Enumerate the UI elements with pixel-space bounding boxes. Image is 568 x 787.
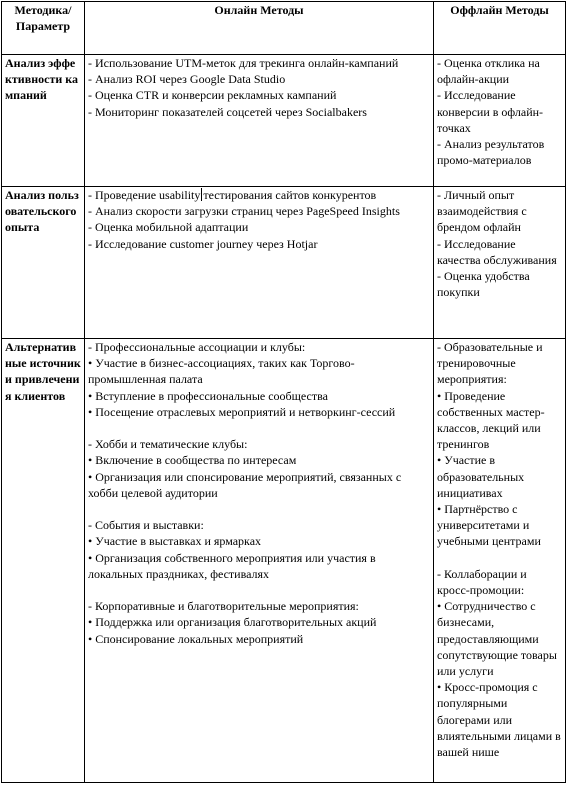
spacer: [88, 582, 430, 598]
list-item: • Посещение отраслевых мероприятий и нетворкинг-сессий: [88, 404, 396, 419]
list-item: - Оценка удобства покупки: [437, 269, 530, 300]
list-item: • Сотрудничество с бизнесами, предоставляющими сопутствующие товары или услуги: [437, 599, 557, 679]
table-row-campaign-efficiency: [2, 55, 566, 187]
group-title: - Хобби и тематические клубы:: [88, 437, 248, 452]
spacer: [88, 420, 430, 436]
group-title: - События и выставки:: [88, 518, 204, 533]
group-title: - Коллаборации и кросс-промоции:: [437, 566, 527, 598]
offline-cell: [434, 339, 566, 783]
spacer: [437, 550, 562, 566]
group-title: - Профессиональные ассоциации и клубы:: [88, 340, 306, 354]
list-item: - Анализ результатов промо-материалов: [437, 137, 545, 168]
list-item: • Участие в выставках и ярмарках: [88, 534, 262, 549]
header-cell-method: [2, 2, 85, 55]
online-cell: [85, 55, 434, 187]
list-item: • Спонсирование локальных мероприятий: [88, 631, 304, 646]
header-offline-label: Оффлайн Методы: [450, 3, 549, 17]
list-item: - Оценка отклика на офлайн-акции: [437, 56, 540, 87]
header-cell-offline: [434, 2, 566, 55]
list-item: • Кросс-промоция с популярными блогерами или влиятельными лицами в вашей нише: [437, 680, 561, 760]
list-item: - Исследование качества обслуживания: [437, 236, 557, 267]
row-label-campaign-efficiency: Анализ эффективности кампаний: [5, 56, 78, 103]
row-label-cell: [2, 339, 85, 783]
offline-cell: [434, 55, 566, 187]
list-item: [88, 187, 430, 203]
list-item: • Партнёрство с университетами и учебными центрами: [437, 502, 541, 549]
header-online-label: Онлайн Методы: [214, 3, 304, 17]
list-item: - Оценка мобильной адаптации: [88, 220, 249, 235]
list-item: - Исследование конверсии в офлайн-точках: [437, 88, 544, 135]
group-title: - Образовательные и тренировочные мероприятия:: [437, 340, 543, 387]
list-item: • Участие в бизнес-ассоциациях, таких как Торгово-промышленная палата: [88, 356, 355, 387]
offline-cell: [434, 187, 566, 339]
spacer: [88, 501, 430, 517]
list-item: - Использование UTM-меток для трекинга онлайн-кампаний: [88, 56, 399, 70]
online-cell: [85, 339, 434, 783]
list-item: - Мониторинг показателей соцсетей через Socialbakers: [88, 104, 367, 119]
row-label-user-experience: Анализ пользовательского опыта: [5, 188, 79, 235]
list-item: - Оценка CTR и конверсии рекламных кампаний: [88, 88, 337, 103]
list-item: • Вступление в профессиональные сообщества: [88, 388, 328, 403]
list-item: - Анализ ROI через Google Data Studio: [88, 72, 286, 87]
list-item-part: - Проведение usability: [88, 188, 201, 202]
list-item: - Анализ скорости загрузки страниц через PageSpeed Insights: [88, 204, 400, 219]
methods-table: [1, 1, 566, 783]
list-item: • Участие в образовательных инициативах: [437, 453, 525, 500]
row-label-cell: [2, 55, 85, 187]
list-item: • Проведение собственных мастер-классов, лекций или тренингов: [437, 388, 545, 452]
header-cell-online: [85, 2, 434, 55]
list-item-part: тестирования сайтов конкурентов: [203, 188, 377, 202]
table-row-alternative-sources: [2, 339, 566, 783]
list-item: • Организация или спонсирование мероприятий, связанных с хобби целевой аудитории: [88, 469, 402, 500]
row-label-alternative-sources: Альтернативные источники привлечения клиентов: [5, 340, 81, 403]
table-row-user-experience: [2, 187, 566, 339]
list-item: • Включение в сообщества по интересам: [88, 453, 297, 468]
header-method-label: Методика/ Параметр: [14, 3, 72, 34]
list-item: • Поддержка или организация благотворительных акций: [88, 615, 377, 630]
header-row: [2, 2, 566, 55]
row-label-cell: [2, 187, 85, 339]
list-item: - Личный опыт взаимодействия с брендом офлайн: [437, 188, 527, 235]
list-item: • Организация собственного мероприятия или участия в локальных праздниках, фестивалях: [88, 550, 376, 581]
list-item: - Исследование customer journey через Hotjar: [88, 236, 318, 251]
group-title: - Корпоративные и благотворительные мероприятия:: [88, 599, 359, 614]
online-cell: [85, 187, 434, 339]
